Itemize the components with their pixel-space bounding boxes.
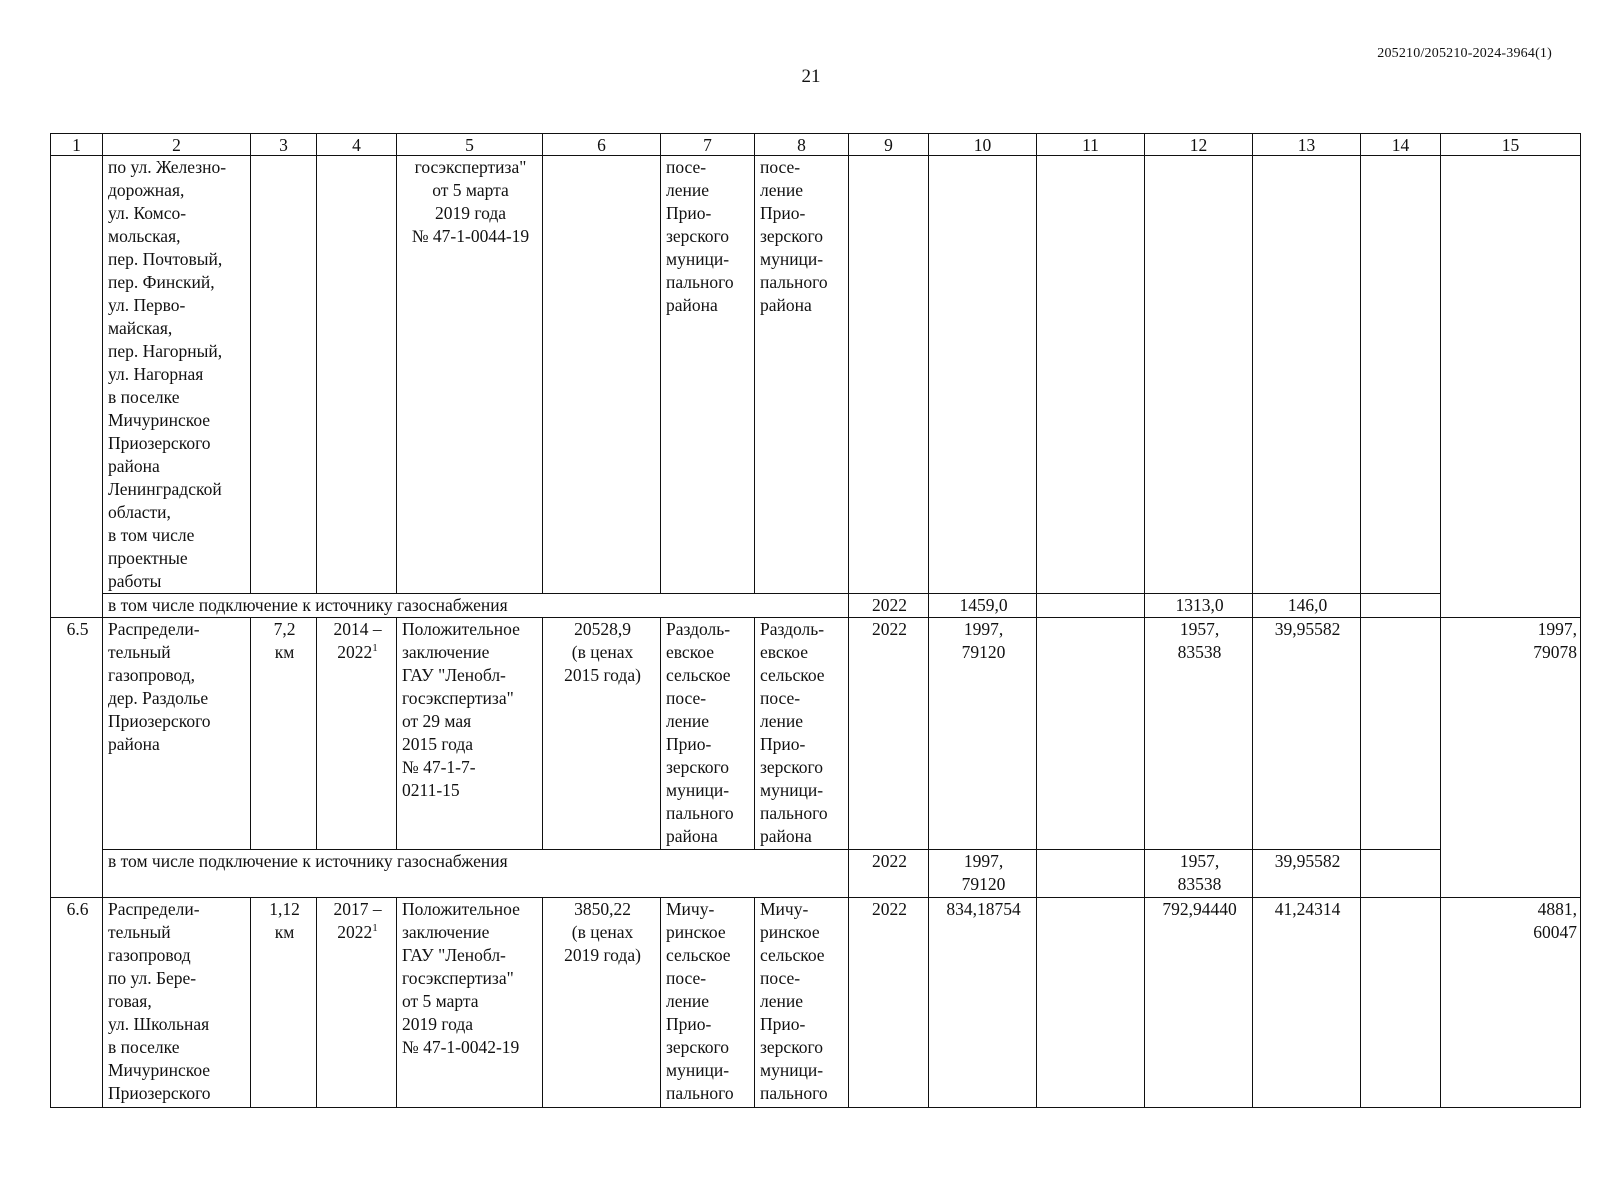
object-name: по ул. Железно- дорожная, ул. Комсо- мольская, пер. Почтовый, пер. Финский, ул. Перво- майская, пер. Нагорный, ул. Нагорная в поселке Мичуринское Приозерского района Ленинградской области, в том числе проектные работы bbox=[103, 156, 251, 594]
subtotal-label: в том числе подключение к источнику газоснабжения bbox=[103, 594, 849, 618]
cost-cell: 3850,22 (в ценах 2019 года) bbox=[543, 898, 661, 1108]
col-header: 14 bbox=[1361, 134, 1441, 156]
year-cell: 2022 bbox=[849, 618, 929, 850]
col-header: 3 bbox=[251, 134, 317, 156]
subtotal-label: в том числе подключение к источнику газоснабжения bbox=[103, 850, 849, 898]
subtotal-col14 bbox=[1361, 594, 1441, 618]
document-cell: госэкспертиза" от 5 марта 2019 года № 47-1-0044-19 bbox=[397, 156, 543, 594]
owner-cell: Раздоль- евское сельское посе- ление Прио- зерского муници- пального района bbox=[755, 618, 849, 850]
document-id: 205210/205210-2024-3964(1) bbox=[1377, 46, 1552, 61]
col-header: 10 bbox=[929, 134, 1037, 156]
col15-cell: 4881, 60047 bbox=[1441, 898, 1581, 1108]
subtotal-year: 2022 bbox=[849, 850, 929, 898]
table-row bbox=[51, 618, 1581, 850]
subtotal-total: 1997, 79120 bbox=[929, 850, 1037, 898]
period-cell bbox=[317, 156, 397, 594]
col14-cell bbox=[1361, 898, 1441, 1108]
object-name: Распредели- тельный газопровод по ул. Бере- говая, ул. Школьная в поселке Мичуринское Приозерского bbox=[103, 898, 251, 1108]
length-cell: 1,12 км bbox=[251, 898, 317, 1108]
col-header: 5 bbox=[397, 134, 543, 156]
total-cell bbox=[929, 156, 1037, 594]
col14-cell bbox=[1361, 156, 1441, 594]
col-header: 9 bbox=[849, 134, 929, 156]
subtotal-col11 bbox=[1037, 594, 1145, 618]
customer-cell: Мичу- ринское сельское посе- ление Прио- зерского муници- пального bbox=[661, 898, 755, 1108]
table-row bbox=[51, 156, 1581, 594]
footnote-mark: 1 bbox=[372, 642, 378, 655]
data-table bbox=[50, 133, 1581, 1108]
cost-cell bbox=[543, 156, 661, 594]
col-header: 13 bbox=[1253, 134, 1361, 156]
total-cell: 1997, 79120 bbox=[929, 618, 1037, 850]
subtotal-row bbox=[51, 850, 1581, 898]
column-number-row bbox=[51, 134, 1581, 156]
col14-cell bbox=[1361, 618, 1441, 850]
subtotal-col13: 146,0 bbox=[1253, 594, 1361, 618]
subtotal-total: 1459,0 bbox=[929, 594, 1037, 618]
owner-cell: посе- ление Прио- зерского муници- пального района bbox=[755, 156, 849, 594]
col13-cell: 41,24314 bbox=[1253, 898, 1361, 1108]
year-cell: 2022 bbox=[849, 898, 929, 1108]
col-header: 2 bbox=[103, 134, 251, 156]
item-number: 6.6 bbox=[51, 898, 103, 1108]
subtotal-row bbox=[51, 594, 1581, 618]
period-cell bbox=[317, 898, 397, 1108]
subtotal-col12: 1313,0 bbox=[1145, 594, 1253, 618]
subtotal-year: 2022 bbox=[849, 594, 929, 618]
item-number bbox=[51, 156, 103, 618]
col12-cell bbox=[1145, 156, 1253, 594]
document-cell: Положительное заключение ГАУ "Ленобл- госэкспертиза" от 5 марта 2019 года № 47-1-0042-19 bbox=[397, 898, 543, 1108]
subtotal-col14 bbox=[1361, 850, 1441, 898]
customer-cell: Раздоль- евское сельское посе- ление Прио- зерского муници- пального района bbox=[661, 618, 755, 850]
col-header: 6 bbox=[543, 134, 661, 156]
col-header: 4 bbox=[317, 134, 397, 156]
col-header: 11 bbox=[1037, 134, 1145, 156]
col13-cell: 39,95582 bbox=[1253, 618, 1361, 850]
customer-cell: посе- ление Прио- зерского муници- пального района bbox=[661, 156, 755, 594]
year-cell bbox=[849, 156, 929, 594]
col12-cell: 792,94440 bbox=[1145, 898, 1253, 1108]
document-cell: Положительное заключение ГАУ "Ленобл- госэкспертиза" от 29 мая 2015 года № 47-1-7- 0211-15 bbox=[397, 618, 543, 850]
col-header: 7 bbox=[661, 134, 755, 156]
cost-cell: 20528,9 (в ценах 2015 года) bbox=[543, 618, 661, 850]
length-cell bbox=[251, 156, 317, 594]
item-number: 6.5 bbox=[51, 618, 103, 898]
table-row bbox=[51, 898, 1581, 1108]
subtotal-col11 bbox=[1037, 850, 1145, 898]
length-cell: 7,2 км bbox=[251, 618, 317, 850]
col-header: 12 bbox=[1145, 134, 1253, 156]
footnote-mark: 1 bbox=[372, 922, 378, 935]
page-number: 21 bbox=[801, 66, 821, 87]
col12-cell: 1957, 83538 bbox=[1145, 618, 1253, 850]
owner-cell: Мичу- ринское сельское посе- ление Прио- зерского муници- пального bbox=[755, 898, 849, 1108]
col-header: 1 bbox=[51, 134, 103, 156]
period-text: 2017 – 2022 bbox=[333, 899, 382, 942]
period-cell bbox=[317, 618, 397, 850]
subtotal-col12: 1957, 83538 bbox=[1145, 850, 1253, 898]
col11-cell bbox=[1037, 898, 1145, 1108]
object-name: Распредели- тельный газопровод, дер. Раздолье Приозерского района bbox=[103, 618, 251, 850]
period-text: 2014 – 2022 bbox=[333, 619, 382, 662]
col11-cell bbox=[1037, 156, 1145, 594]
col-header: 15 bbox=[1441, 134, 1581, 156]
subtotal-col13: 39,95582 bbox=[1253, 850, 1361, 898]
col15-cell bbox=[1441, 156, 1581, 618]
col15-cell: 1997, 79078 bbox=[1441, 618, 1581, 898]
total-cell: 834,18754 bbox=[929, 898, 1037, 1108]
col11-cell bbox=[1037, 618, 1145, 850]
col-header: 8 bbox=[755, 134, 849, 156]
col13-cell bbox=[1253, 156, 1361, 594]
